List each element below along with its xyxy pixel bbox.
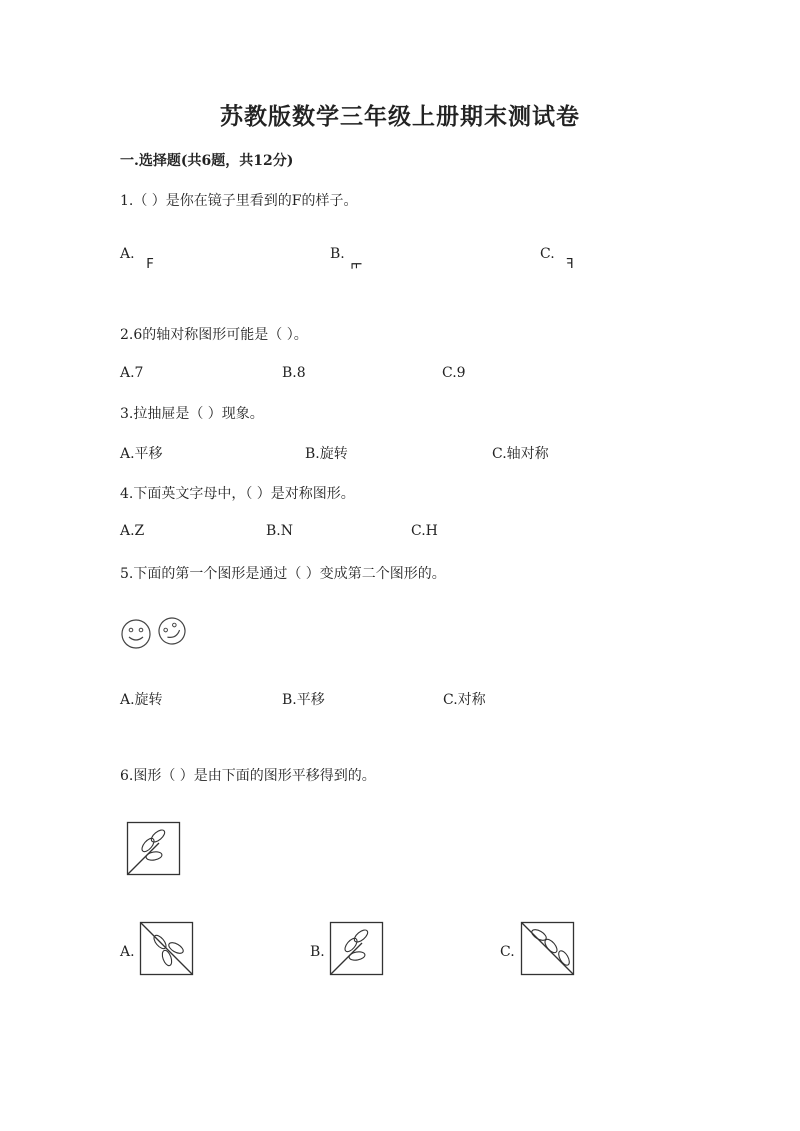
q2-option-b: B.8 xyxy=(282,365,306,381)
q6-option-b-figure xyxy=(330,922,383,975)
q3-option-a: A.平移 xyxy=(120,446,163,462)
q6-option-a-label: A. xyxy=(120,944,135,960)
q6-option-a-figure xyxy=(140,922,193,975)
q3-option-b: B.旋转 xyxy=(305,446,348,462)
q5-smiley-figures xyxy=(118,616,190,650)
question-5-text: 5.下面的第一个图形是通过（ ）变成第二个图形的。 xyxy=(120,566,446,582)
q2-option-a: A.7 xyxy=(120,365,144,381)
q3-option-c: C.轴对称 xyxy=(492,446,549,462)
question-3-text: 3.拉抽屉是（ ）现象。 xyxy=(120,406,264,422)
q1-option-a-label: A. xyxy=(120,246,135,262)
q6-option-b-label: B. xyxy=(310,944,325,960)
q5-option-a: A.旋转 xyxy=(120,692,163,708)
question-1-text: 1.（ ）是你在镜子里看到的F的样子。 xyxy=(120,193,358,209)
q1-option-a-symbol: F xyxy=(146,257,154,272)
section-heading: 一.选择题(共6题，共12分) xyxy=(120,153,294,169)
question-6-text: 6.图形（ ）是由下面的图形平移得到的。 xyxy=(120,768,376,784)
q5-option-c: C.对称 xyxy=(443,692,486,708)
q6-option-c-figure xyxy=(521,922,574,975)
q1-option-c-symbol: F xyxy=(566,257,574,272)
q4-option-a: A.Z xyxy=(120,523,145,539)
q6-reference-leaf-figure xyxy=(127,822,180,875)
question-4-text: 4.下面英文字母中，（ ）是对称图形。 xyxy=(120,486,355,502)
rotated-smiley-face-icon xyxy=(154,613,190,649)
q2-option-c: C.9 xyxy=(442,365,466,381)
q4-option-b: B.N xyxy=(266,523,293,539)
question-2-text: 2.6的轴对称图形可能是（ ）。 xyxy=(120,327,308,343)
q4-option-c: C.H xyxy=(411,523,438,539)
q5-option-b: B.平移 xyxy=(282,692,325,708)
q1-option-b-label: B. xyxy=(330,246,345,262)
q1-option-c-label: C. xyxy=(540,246,555,262)
q6-option-c-label: C. xyxy=(500,944,515,960)
q1-option-b-symbol: F xyxy=(350,261,366,270)
smiley-face-icon xyxy=(122,620,150,648)
page-title: 苏教版数学三年级上册期末测试卷 xyxy=(220,103,580,130)
